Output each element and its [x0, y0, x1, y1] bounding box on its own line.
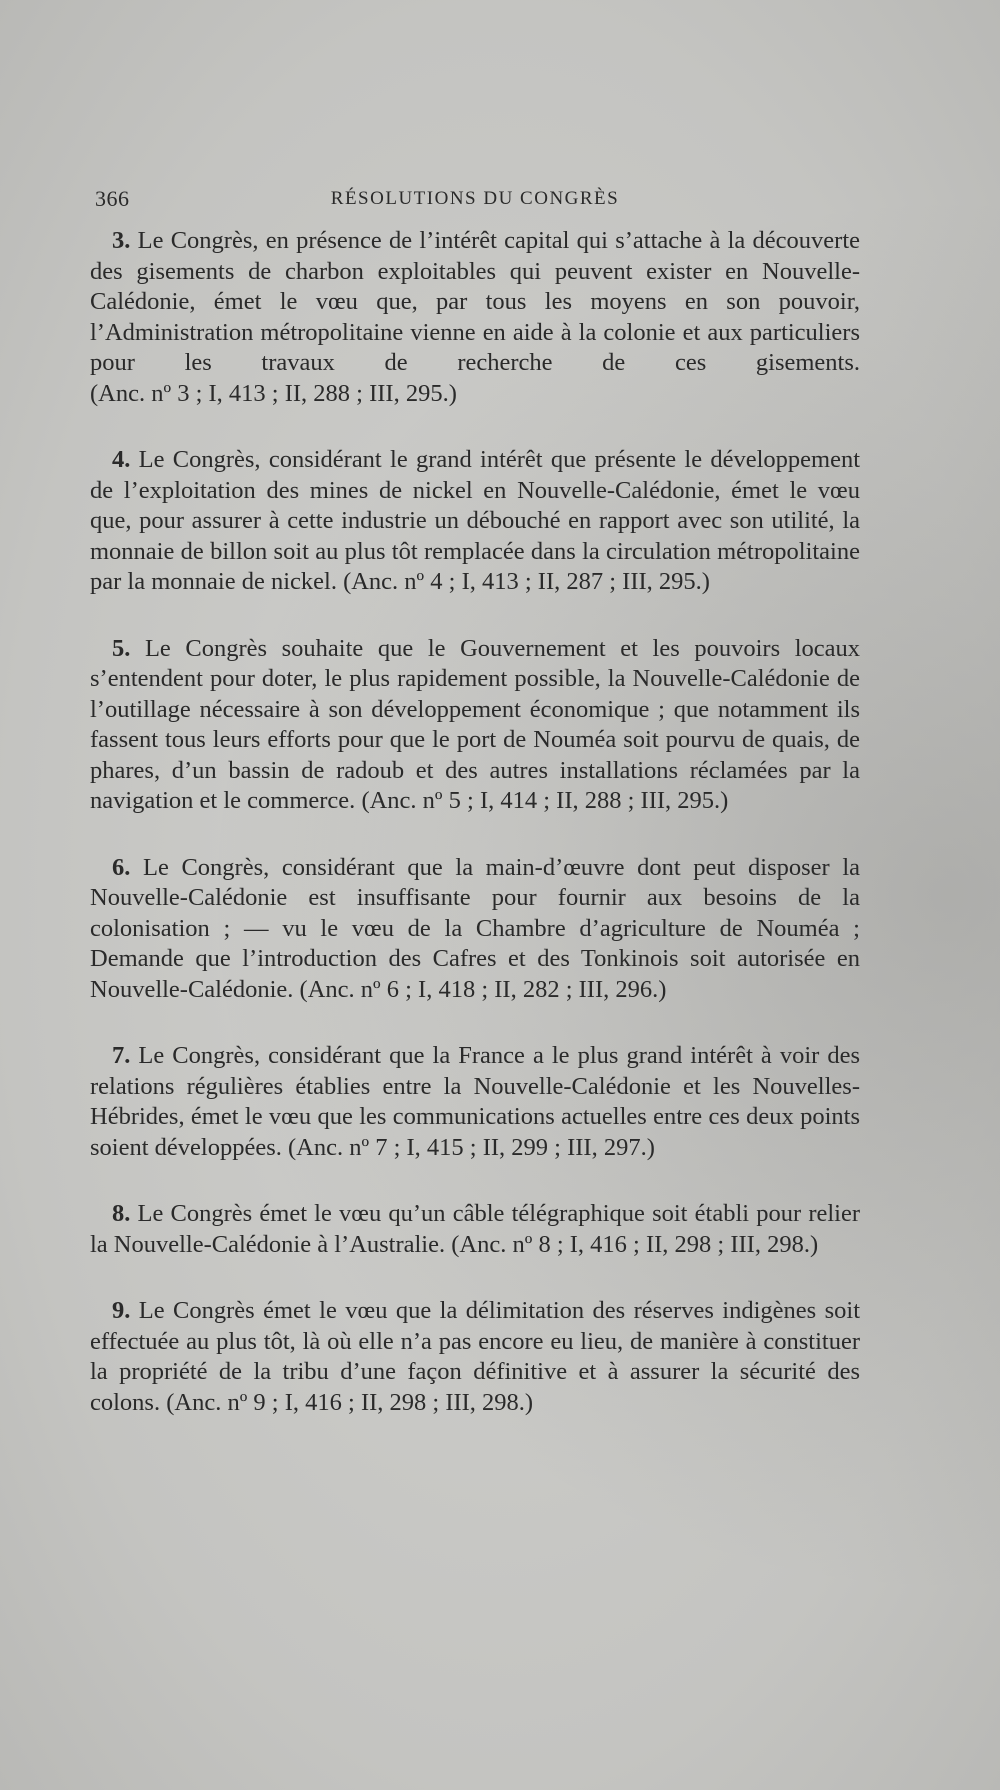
resolution-text: Le Congrès, en présence de l’intérêt capital qui s’attache à la découverte des gisements de charbon exploitables qui peuvent exister en Nouvelle-Calédonie, émet le vœu que, par tous les moyens en son pouvoir, l’Administration métropolitaine vienne en aide à la colonie et aux particuliers pour les travaux de recherche de ces gisements. — [90, 227, 861, 376]
resolution-text: Le Congrès, considérant le grand intérêt que présente le développement de l’exploitation des mines de nickel en Nouvelle-Calédonie, émet le vœu que, pour assurer à cette industrie un débouché en rapport avec son utilité, la monnaie de billon soit au plus tôt remplacée dans la circulation métropolitaine par la monnaie de nickel. — [90, 446, 861, 595]
resolution-4 — [90, 445, 860, 598]
resolution-text: Le Congrès émet le vœu qu’un câble télégraphique soit établi pour relier la Nouvelle-Calédonie à l’Australie. — [90, 1200, 860, 1258]
resolution-number: 9. — [112, 1297, 131, 1324]
resolution-3 — [90, 226, 860, 409]
resolution-citation: (Anc. nº 9 ; I, 416 ; II, 298 ; III, 298.) — [166, 1388, 534, 1416]
resolution-citation: (Anc. nº 7 ; I, 415 ; II, 299 ; III, 297.) — [288, 1133, 655, 1161]
resolution-citation: (Anc. nº 3 ; I, 413 ; II, 288 ; III, 295.) — [90, 379, 457, 407]
resolution-text: Le Congrès, considérant que la main-d’œuvre dont peut disposer la Nouvelle-Calédonie est insuffisante pour fournir aux besoins de la colonisation ; — vu le vœu de la Chambre d’agriculture de Nouméa ; Demande que l’introduction des Cafres et des Tonkinois soit autorisée en Nouvelle-Calédonie. — [90, 853, 861, 1003]
resolution-number: 8. — [112, 1200, 131, 1227]
resolution-number: 3. — [112, 227, 131, 254]
running-head — [95, 186, 855, 216]
resolution-number: 6. — [112, 853, 131, 881]
resolution-6 — [90, 853, 860, 1006]
resolution-citation: (Anc. nº 8 ; I, 416 ; II, 298 ; III, 298.) — [451, 1230, 819, 1258]
header-title: RÉSOLUTIONS DU CONGRÈS — [330, 188, 620, 209]
page-number: 366 — [95, 186, 130, 211]
resolution-8 — [90, 1199, 860, 1260]
resolution-7 — [90, 1041, 860, 1163]
resolution-citation: (Anc. nº 4 ; I, 413 ; II, 287 ; III, 295.) — [343, 568, 710, 595]
resolution-text: Le Congrès souhaite que le Gouvernement et les pouvoirs locaux s’entendent pour doter, le plus rapidement possible, la Nouvelle-Calédonie de l’outillage nécessaire à son développement économique ; que notamment ils fassent tous leurs efforts pour que le port de Nouméa soit pourvu de quais, de phares, d’un bassin de radoub et des autres installations réclamées par la navigation et le commerce. — [90, 634, 860, 814]
resolution-number: 5. — [112, 634, 131, 662]
resolution-text: Le Congrès, considérant que la France a le plus grand intérêt à voir des relations régulières établies entre la Nouvelle-Calédonie et les Nouvelles-Hébrides, émet le vœu que les communications actuelles entre ces deux points soient développées. — [90, 1042, 860, 1161]
resolution-number: 4. — [112, 446, 131, 473]
resolution-citation: (Anc. nº 5 ; I, 414 ; II, 288 ; III, 295.) — [361, 787, 729, 814]
resolution-citation: (Anc. nº 6 ; I, 418 ; II, 282 ; III, 296.) — [299, 975, 667, 1003]
resolution-text: Le Congrès émet le vœu que la délimitation des réserves indigènes soit effectuée au plus tôt, là où elle n’a pas encore eu lieu, de manière à constituer la propriété de la tribu d’une façon définitive et à assurer la sécurité des colons. — [90, 1297, 861, 1416]
resolution-9 — [90, 1296, 860, 1418]
resolution-5 — [90, 634, 860, 817]
resolution-number: 7. — [112, 1042, 131, 1069]
resolutions-list — [90, 226, 860, 1454]
